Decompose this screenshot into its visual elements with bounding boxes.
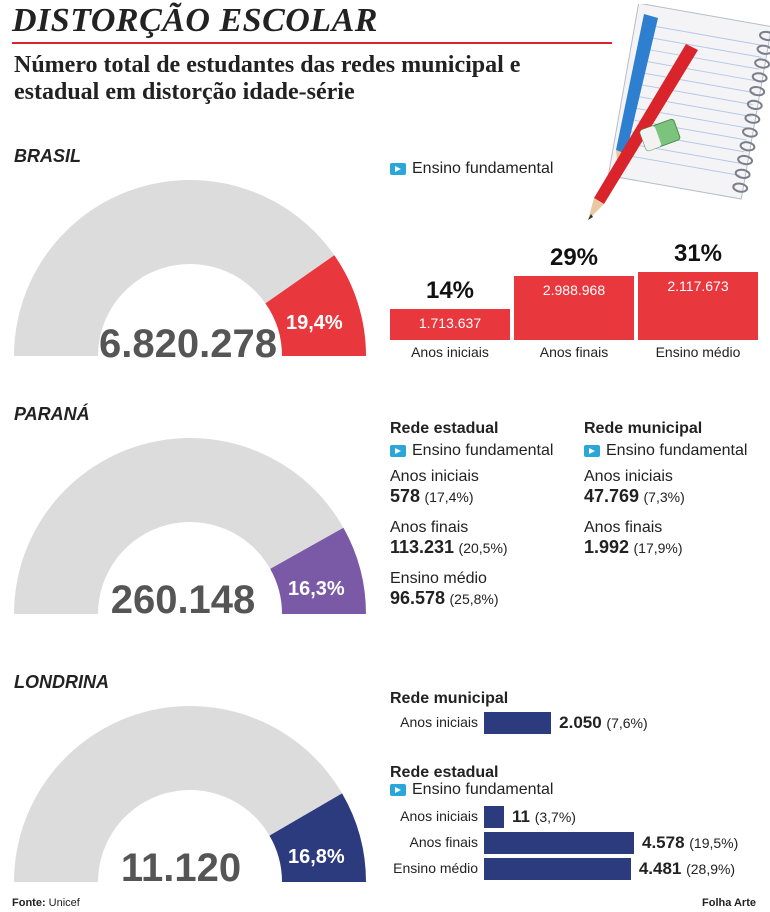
- source-value: Unicef: [48, 897, 80, 909]
- item-percent: (7,3%): [643, 489, 685, 505]
- bar-percent-label: (19,5%): [689, 835, 739, 851]
- bar-percent-label: 29%: [549, 244, 599, 272]
- bar-category-label: Anos finais: [539, 344, 609, 360]
- gauge-percent-londrina: 16,8%: [288, 846, 345, 868]
- bar-value-label: 11 (3,7%): [512, 807, 576, 826]
- legend-ensino-fundamental: [390, 442, 580, 460]
- bar-value-label: 2.117.673: [667, 277, 729, 294]
- play-arrow-icon: [584, 445, 600, 457]
- gauge-total-brasil: 6.820.278: [99, 322, 277, 366]
- list-item: [390, 570, 580, 609]
- gauge-total-londrina: 11.120: [120, 846, 242, 890]
- source-label: Fonte:: [12, 897, 46, 909]
- legend-ensino-fundamental-londrina: [390, 781, 553, 799]
- londrina-municipal-heading: Rede municipal: [390, 690, 509, 707]
- legend-label: Ensino fundamental: [412, 781, 554, 798]
- rede-estadual-heading: Rede estadual: [390, 420, 499, 437]
- bar-percent-label: (28,9%): [686, 861, 736, 877]
- bar-category-label: Anos finais: [409, 834, 478, 850]
- list-item: [390, 519, 580, 558]
- londrina-estadual-heading: Rede estadual: [390, 764, 499, 781]
- bar-category-label: Anos iniciais: [400, 808, 478, 824]
- source-note: [12, 897, 80, 909]
- play-arrow-icon: [390, 163, 406, 175]
- legend-label: Ensino fundamental: [606, 442, 748, 459]
- item-label: Anos iniciais: [584, 468, 673, 485]
- bar-value-label: 1.713.637: [418, 315, 482, 332]
- notebook-pencils-illustration: [582, 4, 770, 224]
- bar-percent-label: (3,7%): [534, 809, 576, 825]
- item-label: Anos finais: [584, 519, 663, 536]
- play-arrow-icon: [390, 445, 406, 457]
- section-label-londrina: LONDRINA: [14, 672, 109, 692]
- item-value: 578: [390, 486, 421, 506]
- gauge-percent-brasil: 19,4%: [286, 312, 343, 334]
- section-label-brasil: BRASIL: [14, 146, 81, 166]
- bar: [484, 712, 551, 734]
- page-title: DISTORÇÃO ESCOLAR: [12, 2, 378, 39]
- legend-label: Ensino fundamental: [412, 442, 554, 459]
- legend-ensino-fundamental: [584, 442, 764, 460]
- item-percent: (17,9%): [633, 540, 683, 556]
- bar-value-label: 4.578 (19,5%): [642, 833, 739, 852]
- legend-label: Ensino fundamental: [412, 160, 554, 177]
- item-percent: (17,4%): [424, 489, 474, 505]
- credit-note: Folha Arte: [702, 897, 756, 909]
- item-label: Anos iniciais: [390, 468, 479, 485]
- page-subtitle: Número total de estudantes das redes municipal e estadual em distorção idade-série: [14, 52, 521, 105]
- parana-rede-estadual: [390, 420, 580, 609]
- bar-category-label: Anos iniciais: [400, 714, 478, 730]
- bar-category-label: Ensino médio: [655, 344, 741, 360]
- item-value: 47.769: [584, 486, 640, 506]
- play-arrow-icon: [390, 784, 406, 796]
- legend-ensino-fundamental-brasil: [390, 160, 553, 178]
- bar: [484, 806, 504, 828]
- title-rule: [12, 42, 612, 44]
- item-value: 96.578: [390, 588, 446, 608]
- bar-percent-label: (7,6%): [606, 715, 648, 731]
- gauge-total-parana: 260.148: [110, 578, 256, 622]
- item-percent: (25,8%): [449, 591, 499, 607]
- rede-municipal-heading: Rede municipal: [584, 420, 703, 437]
- bar-category-label: Anos iniciais: [411, 344, 489, 360]
- bar-value-label: 2.050 (7,6%): [559, 713, 648, 732]
- item-percent: (20,5%): [458, 540, 508, 556]
- bar: [484, 858, 631, 880]
- list-item: [584, 519, 764, 558]
- bar-percent-label: 31%: [673, 239, 723, 267]
- item-value: 1.992: [584, 537, 630, 557]
- list-item: [390, 468, 580, 507]
- bar-percent-label: 14%: [425, 277, 475, 305]
- list-item: [584, 468, 764, 507]
- bar-value-label: 2.988.968: [542, 282, 606, 299]
- gauge-percent-parana: 16,3%: [288, 578, 345, 600]
- section-label-parana: PARANÁ: [14, 404, 90, 424]
- item-value: 113.231: [390, 537, 455, 557]
- bar: [484, 832, 634, 854]
- item-label: Anos finais: [390, 519, 469, 536]
- parana-rede-municipal: [584, 420, 764, 558]
- bar-value-label: 4.481 (28,9%): [638, 859, 736, 878]
- bar-category-label: Ensino médio: [393, 860, 478, 876]
- item-label: Ensino médio: [390, 570, 487, 587]
